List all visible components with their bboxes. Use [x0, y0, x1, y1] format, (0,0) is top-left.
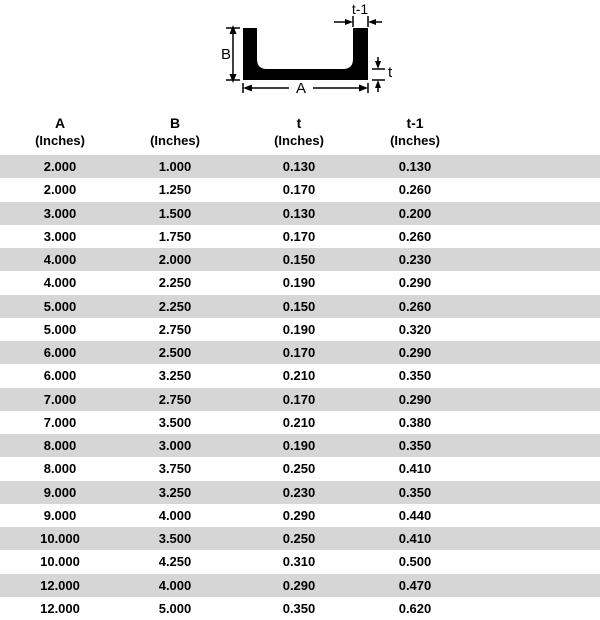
cell-filler — [462, 504, 600, 527]
cell-a: 6.000 — [43, 368, 77, 384]
dimension-a — [243, 80, 368, 97]
table-row — [0, 318, 600, 341]
cell-t: 0.170 — [282, 228, 316, 244]
cell-filler — [462, 457, 600, 480]
col-header-b-unit: (Inches) — [150, 132, 200, 148]
table-row — [0, 364, 600, 387]
cell-t1: 0.620 — [398, 600, 432, 616]
cell-filler — [462, 295, 600, 318]
dim-label-t1: t-1 — [351, 1, 369, 17]
cell-b: 3.000 — [158, 438, 192, 454]
dim-label-t: t — [388, 64, 393, 81]
cell-t1: 0.290 — [398, 345, 432, 361]
cell-a: 6.000 — [43, 345, 77, 361]
cell-filler — [462, 550, 600, 573]
cell-t: 0.170 — [282, 345, 316, 361]
cell-t: 0.170 — [282, 391, 316, 407]
cell-filler — [462, 527, 600, 550]
cell-t: 0.290 — [282, 507, 316, 523]
cell-filler — [462, 434, 600, 457]
cell-b: 3.250 — [158, 368, 192, 384]
cell-t1: 0.440 — [398, 507, 432, 523]
table-row — [0, 411, 600, 434]
cell-filler — [462, 341, 600, 364]
cell-t: 0.230 — [282, 484, 316, 500]
cell-t: 0.250 — [282, 531, 316, 547]
cell-b: 2.500 — [158, 345, 192, 361]
table-row — [0, 225, 600, 248]
cell-b: 2.750 — [158, 321, 192, 337]
cell-a: 5.000 — [43, 298, 77, 314]
table-row — [0, 271, 600, 294]
table-row — [0, 155, 600, 178]
cell-t: 0.210 — [282, 368, 316, 384]
table-row — [0, 295, 600, 318]
cell-filler — [462, 481, 600, 504]
cell-a: 3.000 — [43, 228, 77, 244]
table-row — [0, 457, 600, 480]
table-row — [0, 597, 600, 620]
cell-t: 0.310 — [282, 554, 316, 570]
col-header-t — [230, 108, 368, 155]
cell-b: 4.250 — [158, 554, 192, 570]
cell-b: 4.000 — [158, 577, 192, 593]
cell-b: 1.750 — [158, 228, 192, 244]
cell-t1: 0.350 — [398, 368, 432, 384]
dim-label-a: A — [295, 80, 307, 97]
table-row — [0, 434, 600, 457]
cell-a: 10.000 — [40, 531, 80, 547]
cell-b: 3.750 — [158, 461, 192, 477]
col-header-a-label: A — [54, 114, 66, 131]
cell-t: 0.130 — [282, 205, 316, 221]
cell-filler — [462, 411, 600, 434]
cell-a: 5.000 — [43, 321, 77, 337]
cell-t1: 0.230 — [398, 252, 432, 268]
cell-t1: 0.410 — [398, 461, 432, 477]
col-header-t1 — [368, 108, 462, 155]
cell-t1: 0.260 — [398, 298, 432, 314]
table-row — [0, 178, 600, 201]
col-header-t1-label: t-1 — [406, 114, 424, 131]
cell-filler — [462, 248, 600, 271]
dim-label-b: B — [220, 46, 232, 63]
cell-a: 2.000 — [43, 159, 77, 175]
cell-t: 0.350 — [282, 600, 316, 616]
col-header-a-unit: (Inches) — [35, 132, 85, 148]
channel-cross-section-diagram — [0, 0, 600, 108]
channel-dimensions-table — [0, 108, 600, 620]
cell-t1: 0.380 — [398, 414, 432, 430]
table-row — [0, 550, 600, 573]
cell-b: 1.000 — [158, 159, 192, 175]
cell-t: 0.130 — [282, 159, 316, 175]
table-header — [0, 108, 600, 155]
col-header-b-label: B — [169, 114, 181, 131]
cell-t: 0.250 — [282, 461, 316, 477]
cell-filler — [462, 597, 600, 620]
cell-t: 0.170 — [282, 182, 316, 198]
cell-a: 2.000 — [43, 182, 77, 198]
cell-t1: 0.500 — [398, 554, 432, 570]
channel-shape — [243, 28, 368, 80]
cell-b: 3.250 — [158, 484, 192, 500]
table-body — [0, 155, 600, 620]
table-row — [0, 341, 600, 364]
cell-t: 0.190 — [282, 321, 316, 337]
table-row — [0, 574, 600, 597]
cell-filler — [462, 574, 600, 597]
cell-filler — [462, 178, 600, 201]
cell-t1: 0.260 — [398, 182, 432, 198]
cell-b: 1.250 — [158, 182, 192, 198]
cell-b: 3.500 — [158, 414, 192, 430]
cell-filler — [462, 155, 600, 178]
cell-t1: 0.260 — [398, 228, 432, 244]
cell-t1: 0.350 — [398, 484, 432, 500]
header-row — [0, 108, 600, 155]
cell-a: 12.000 — [40, 577, 80, 593]
cell-t: 0.290 — [282, 577, 316, 593]
cell-filler — [462, 225, 600, 248]
cell-b: 1.500 — [158, 205, 192, 221]
table-row — [0, 248, 600, 271]
cell-t1: 0.130 — [398, 159, 432, 175]
table-row — [0, 504, 600, 527]
cell-t1: 0.200 — [398, 205, 432, 221]
cell-t1: 0.290 — [398, 391, 432, 407]
cell-t: 0.190 — [282, 438, 316, 454]
col-header-b — [120, 108, 230, 155]
cell-a: 9.000 — [43, 484, 77, 500]
cell-a: 7.000 — [43, 414, 77, 430]
cell-a: 4.000 — [43, 275, 77, 291]
cell-a: 4.000 — [43, 252, 77, 268]
cell-t1: 0.320 — [398, 321, 432, 337]
cell-b: 2.250 — [158, 298, 192, 314]
cell-b: 2.250 — [158, 275, 192, 291]
cell-a: 8.000 — [43, 438, 77, 454]
col-header-t-label: t — [296, 114, 302, 131]
cell-b: 2.000 — [158, 252, 192, 268]
cell-t: 0.210 — [282, 414, 316, 430]
cell-a: 3.000 — [43, 205, 77, 221]
cell-t: 0.150 — [282, 298, 316, 314]
cell-a: 8.000 — [43, 461, 77, 477]
table-row — [0, 202, 600, 225]
cell-a: 7.000 — [43, 391, 77, 407]
col-header-t1-unit: (Inches) — [390, 132, 440, 148]
col-header-a — [0, 108, 120, 155]
cell-b: 2.750 — [158, 391, 192, 407]
table-row — [0, 481, 600, 504]
table-row — [0, 388, 600, 411]
cell-filler — [462, 202, 600, 225]
dimension-t1 — [334, 1, 382, 27]
cell-t1: 0.410 — [398, 531, 432, 547]
col-header-t-unit: (Inches) — [274, 132, 324, 148]
cell-b: 5.000 — [158, 600, 192, 616]
cell-b: 4.000 — [158, 507, 192, 523]
cell-a: 12.000 — [40, 600, 80, 616]
cell-t: 0.190 — [282, 275, 316, 291]
table-row — [0, 527, 600, 550]
cell-t: 0.150 — [282, 252, 316, 268]
col-header-filler — [462, 108, 600, 155]
cell-t1: 0.290 — [398, 275, 432, 291]
cell-t1: 0.470 — [398, 577, 432, 593]
cell-filler — [462, 318, 600, 341]
cell-filler — [462, 388, 600, 411]
cell-t1: 0.350 — [398, 438, 432, 454]
cell-a: 10.000 — [40, 554, 80, 570]
dimension-b — [221, 25, 240, 83]
cell-b: 3.500 — [158, 531, 192, 547]
cell-filler — [462, 364, 600, 387]
cell-filler — [462, 271, 600, 294]
cell-a: 9.000 — [43, 507, 77, 523]
dimension-t — [372, 57, 393, 92]
